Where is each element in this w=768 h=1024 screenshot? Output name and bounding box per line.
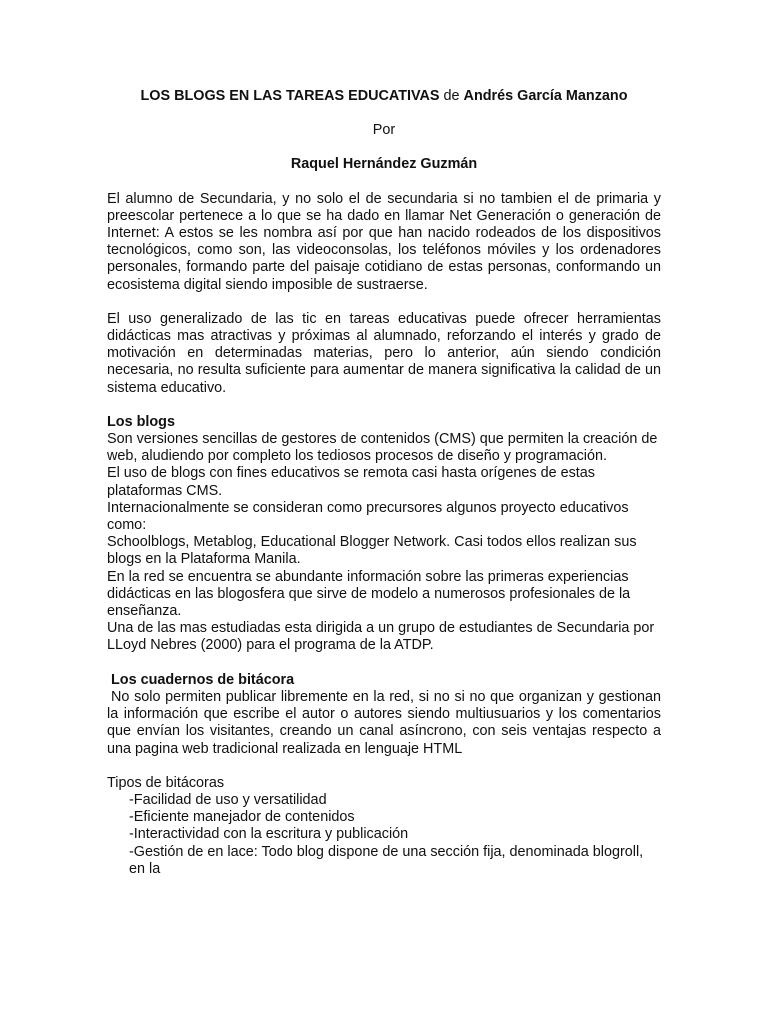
by-label: Por — [372, 122, 396, 139]
intro-paragraph-1: El alumno de Secundaria, y no solo el de secundaria si no tambien el de primaria y preescolar pertenece a lo que se ha dado en llamar Net Generación o generación de Internet: A estos se les nombra así por que han nacido rodeados de los dispositivos tecnológicos, como son, las videoconsolas, los teléfonos móviles y los ordenadores personales, formando parte del paisaje cotidiano de estas personas, conformando un ecosistema digital siendo imposible de sustraerse. — [107, 190, 661, 293]
bitacora-heading: Los cuadernos de bitácora — [111, 671, 295, 688]
bitacora-paragraph: No solo permiten publicar libremente en la red, si no si no que organizan y gestionan la información que escribe el autor o autores siendo multiusuarios y los comentarios que envían los visitantes, creando un canal asíncrono, con seis ventajas respecto a una pagina web tradicional realizada en lenguaje HTML — [107, 688, 661, 757]
tipos-section — [107, 775, 661, 878]
blogs-line: El uso de blogs con fines educativos se remota casi hasta orígenes de estas plataformas CMS. — [107, 465, 595, 499]
document-page — [107, 88, 661, 878]
blogs-section — [107, 414, 661, 655]
bitacora-section — [107, 672, 661, 758]
list-item: -Facilidad de uso y versatilidad — [129, 791, 327, 808]
blogs-line: Schoolblogs, Metablog, Educational Blogger Network. Casi todos ellos realizan sus blogs en la Plataforma Manila. — [107, 534, 637, 568]
tipos-heading: Tipos de bitácoras — [107, 774, 225, 791]
blogs-line: Internacionalmente se consideran como precursores algunos proyecto educativos como: — [107, 499, 629, 534]
document-title-line — [107, 88, 661, 105]
blogs-line: En la red se encuentra se abundante información sobre las primeras experiencias didácticas en las blogosfera que sirve de modelo a numerosos profesionales de la enseñanza. — [107, 568, 631, 620]
document-author: Raquel Hernández Guzmán — [290, 156, 478, 173]
list-item: -Eficiente manejador de contenidos — [129, 809, 355, 826]
list-item: -Gestión de en lace: Todo blog dispone de una sección fija, denominada blogroll, en la — [129, 843, 644, 877]
blogs-line: Son versiones sencillas de gestores de contenidos (CMS) que permiten la creación de web, aludiendo por completo los tediosos procesos de diseño y programación. — [107, 431, 658, 465]
title-connector: de — [439, 88, 464, 104]
document-title: LOS BLOGS EN LAS TAREAS EDUCATIVAS — [140, 88, 440, 104]
intro-paragraph-2: El uso generalizado de las tic en tareas educativas puede ofrecer herramientas didácticas mas atractivas y próximas al alumnado, reforzando el interés y grado de motivación en determinadas materias, pero lo anterior, aún siendo condición necesaria, no resulta suficiente para aumentar de manera significativa la calidad de un sistema educativo. — [107, 310, 661, 396]
blogs-heading: Los blogs — [107, 413, 175, 430]
title-author: Andrés García Manzano — [463, 88, 628, 104]
list-item: -Interactividad con la escritura y publicación — [129, 826, 409, 843]
blogs-line: Una de las mas estudiadas esta dirigida a un grupo de estudiantes de Secundaria por LLoyd Nebres (2000) para el programa de la ATDP. — [107, 620, 655, 654]
tipos-list — [107, 792, 661, 878]
